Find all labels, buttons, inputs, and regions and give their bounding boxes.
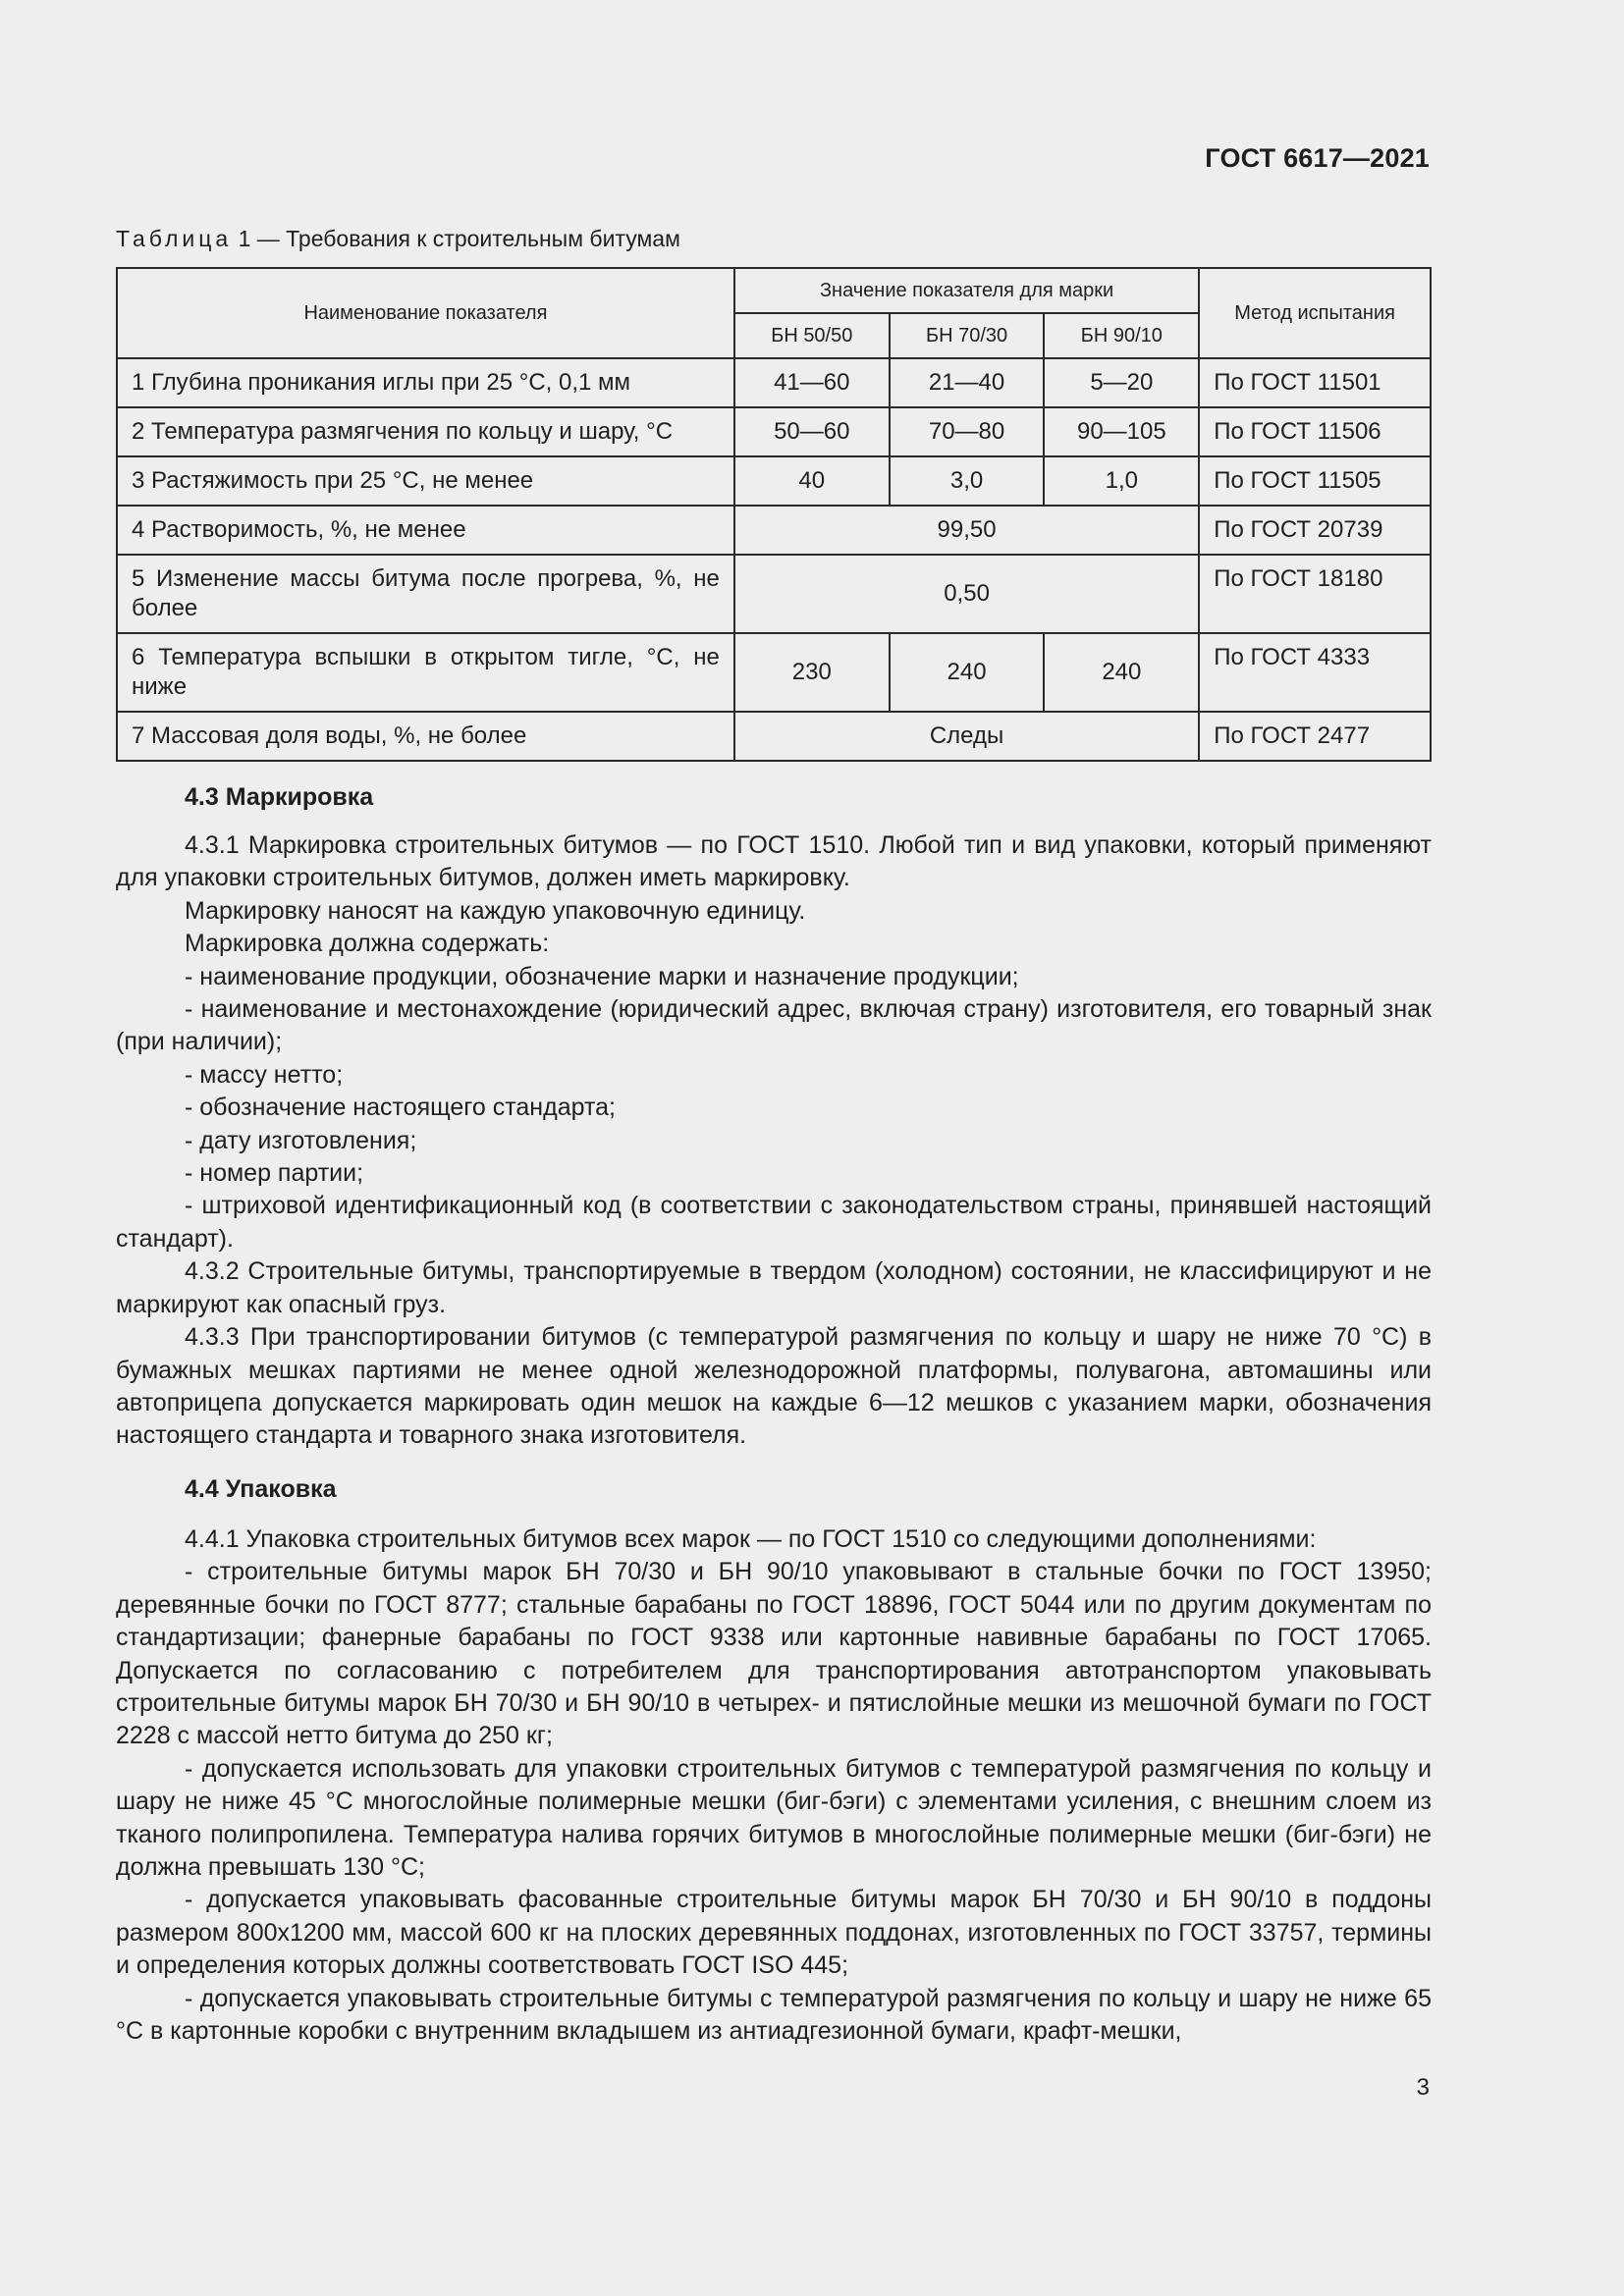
row-value: 5—20 (1044, 358, 1199, 407)
row-value: 50—60 (734, 407, 890, 456)
table-row (117, 555, 1431, 633)
paragraph: 4.3.2 Строительные битумы, транспортируемые в твердом (холодном) состоянии, не классифицируют и не маркируют как опасный груз. (116, 1257, 1432, 1318)
row-method: По ГОСТ 18180 (1199, 555, 1431, 633)
row-method: По ГОСТ 4333 (1199, 633, 1431, 712)
row-value: 90—105 (1044, 407, 1199, 456)
row-method: По ГОСТ 20739 (1199, 506, 1431, 555)
header-grade: БН 50/50 (734, 313, 890, 358)
row-name: 3 Растяжимость при 25 °С, не менее (117, 456, 734, 506)
header-grade: БН 90/10 (1044, 313, 1199, 358)
header-method: Метод испытания (1199, 268, 1431, 358)
paragraph: 4.4.1 Упаковка строительных битумов всех марок — по ГОСТ 1510 со следующими дополнениями: (185, 1525, 1317, 1553)
row-name: 6 Температура вспышки в открытом тигле, °С, не ниже (117, 633, 734, 712)
row-value: 230 (734, 633, 890, 712)
table-row (117, 633, 1431, 712)
page-number: 3 (1416, 2074, 1430, 2101)
row-merged-value: 99,50 (734, 506, 1199, 555)
list-item: - допускается использовать для упаковки строительных битумов с температурой размягчения по кольцу и шару не ниже 45 °С многослойные полимерные мешки (биг-бэги) с элементами усиления, с внешним слоем из тканого полипропилена. Температура налива горячих битумов в многослойные полимерные мешки (биг-бэги) не должна превышать 130 °С; (116, 1754, 1432, 1882)
paragraph: Маркировку наносят на каждую упаковочную единицу. (185, 896, 806, 925)
table-caption-prefix: Таблица (116, 226, 233, 251)
row-value: 21—40 (890, 358, 1045, 407)
row-method: По ГОСТ 11506 (1199, 407, 1431, 456)
row-method: По ГОСТ 11501 (1199, 358, 1431, 407)
row-method: По ГОСТ 11505 (1199, 456, 1431, 506)
section-body-packaging (116, 1523, 1432, 2049)
header-name: Наименование показателя (117, 268, 734, 358)
table-row (117, 456, 1431, 506)
row-name: 1 Глубина проникания иглы при 25 °С, 0,1 мм (117, 358, 734, 407)
row-value: 3,0 (890, 456, 1045, 506)
header-value-group: Значение показателя для марки (734, 268, 1199, 313)
table-row (117, 712, 1431, 761)
document-code: ГОСТ 6617—2021 (1205, 143, 1430, 173)
section-title-marking: 4.3 Маркировка (185, 783, 374, 811)
list-item: - наименование продукции, обозначение марки и назначение продукции; (185, 962, 1019, 990)
list-item: - номер партии; (185, 1159, 364, 1188)
row-value: 1,0 (1044, 456, 1199, 506)
row-name: 5 Изменение массы битума после прогрева, %, не более (117, 555, 734, 633)
table-caption-text: 1 — Требования к строительным битумам (238, 226, 680, 251)
header-grade: БН 70/30 (890, 313, 1045, 358)
paragraph: 4.3.3 При транспортировании битумов (с температурой размягчения по кольцу и шару не ниже 70 °С) в бумажных мешках партиями не менее одной железнодорожной платформы, полувагона, автомашины или автоприцепа допускается маркировать один мешок на каждые 6—12 мешков с указанием марки, обозначения настоящего стандарта и товарного знака изготовителя. (116, 1323, 1432, 1450)
table-caption (116, 226, 680, 252)
row-merged-value: Следы (734, 712, 1199, 761)
row-value: 40 (734, 456, 890, 506)
table-row (117, 407, 1431, 456)
list-item: - штриховой идентификационный код (в соответствии с законодательством страны, принявшей настоящий стандарт). (116, 1192, 1432, 1253)
table-row (117, 506, 1431, 555)
section-title-packaging: 4.4 Упаковка (185, 1475, 337, 1503)
row-value: 240 (1044, 633, 1199, 712)
list-item: - допускается упаковывать строительные битумы с температурой размягчения по кольцу и шару не ниже 65 °С в картонные коробки с внутренним вкладышем из антиадгезионной бумаги, крафт-мешки, (116, 1984, 1432, 2046)
list-item: - массу нетто; (185, 1060, 344, 1089)
list-item: - допускается упаковывать фасованные строительные битумы марок БН 70/30 и БН 90/10 в поддоны размером 800x1200 мм, массой 600 кг на плоских деревянных поддонах, изготовленных по ГОСТ 33757, термины и определения которых должны соответствовать ГОСТ ISO 445; (116, 1886, 1432, 1980)
row-name: 2 Температура размягчения по кольцу и шару, °С (117, 407, 734, 456)
section-body-marking (116, 829, 1432, 1453)
requirements-table (116, 267, 1432, 762)
row-name: 7 Массовая доля воды, %, не более (117, 712, 734, 761)
row-method: По ГОСТ 2477 (1199, 712, 1431, 761)
row-value: 41—60 (734, 358, 890, 407)
row-merged-value: 0,50 (734, 555, 1199, 633)
paragraph: 4.3.1 Маркировка строительных битумов — по ГОСТ 1510. Любой тип и вид упаковки, который применяют для упаковки строительных битумов, должен иметь маркировку. (116, 831, 1432, 892)
list-item: - дату изготовления; (185, 1126, 417, 1154)
list-item: - обозначение настоящего стандарта; (185, 1094, 616, 1122)
row-name: 4 Растворимость, %, не менее (117, 506, 734, 555)
list-item: - строительные битумы марок БН 70/30 и БН 90/10 упаковывают в стальные бочки по ГОСТ 13950; деревянные бочки по ГОСТ 8777; стальные барабаны по ГОСТ 18896, ГОСТ 5044 или по другим документам по стандартизации; фанерные барабаны по ГОСТ 9338 или картонные навивные барабаны по ГОСТ 17065. Допускается по согласованию с потребителем для транспортирования автотранспортом упаковывать строительные битумы марок БН 70/30 и БН 90/10 в четырех- и пятислойные мешки из мешочной бумаги по ГОСТ 2228 с массой нетто битума до 250 кг; (116, 1558, 1432, 1750)
row-value: 70—80 (890, 407, 1045, 456)
row-value: 240 (890, 633, 1045, 712)
paragraph: Маркировка должна содержать: (185, 930, 550, 958)
table-row (117, 358, 1431, 407)
list-item: - наименование и местонахождение (юридический адрес, включая страну) изготовителя, его товарный знак (при наличии); (116, 995, 1432, 1056)
